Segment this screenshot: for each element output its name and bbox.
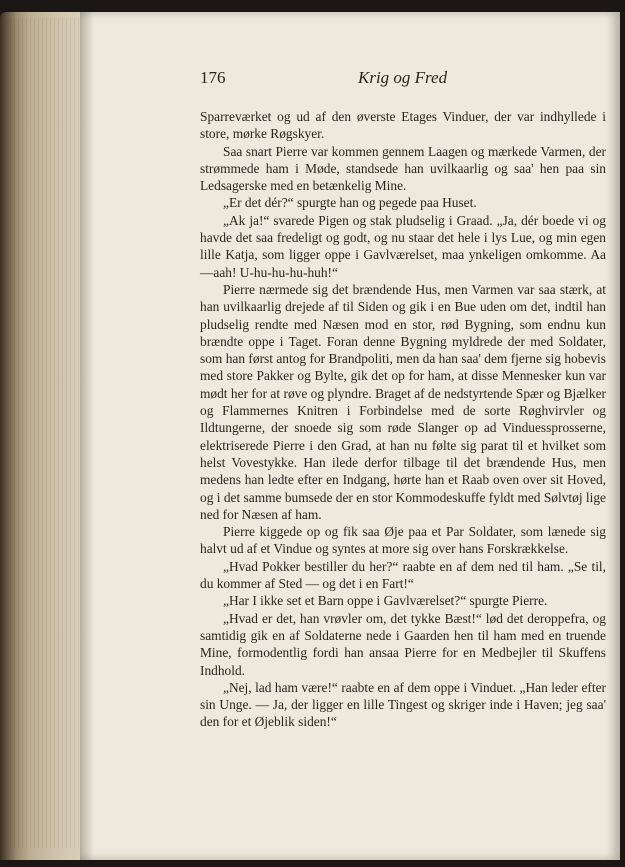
paragraph: Pierre nærmede sig det brændende Hus, men Varmen var saa stærk, at han uvilkaarlig drejede af til Siden og gik i en Bue uden om det, indtil han pludselig rendte med Næsen mod en stor, rød Bygning, som endnu kun brændte oppe i Taget. Foran denne Bygning myldrede der med Soldater, som han først antog for Brandpoliti, men da han saa' dem fjerne sig hobevis med store Pakker og Bylte, gik det op for ham, at disse Mennesker kun var mødt her for at røve og plyndre. Braget af de nedstyrtende Spær og Bjælker og Flammernes Knitren i Forbindelse med de sorte Røghvirvler og Ildtungerne, der snoede sig som røde Slanger op ad Vinduessprosserne, elektriserede Pierre i den Grad, at han nu følte sig parat til et hvilket som helst Vovestykke. Han ilede derfor tilbage til det brændende Hus, men medens han ledte efter en Indgang, hørte han et Raab oven over sit Hoved, og i det samme bumsede der en stor Kommodeskuffe fyldt med Sølvtøj lige ned for Næsen af ham. — [200, 281, 606, 522]
paragraph: Saa snart Pierre var kommen gennem Laagen og mærkede Varmen, der strømmede ham i Møde, standsede han uvilkaarlig og saa' hen paa sin Ledsagerske med en betænkelig Mine. — [200, 143, 606, 194]
paragraph: „Nej, lad ham være!“ raabte en af dem oppe i Vinduet. „Han leder efter sin Unge. — Ja, der ligger en lille Tingest og skriger inde i Haven; jeg saa' den for et Øjeblik siden!“ — [200, 679, 606, 730]
paragraph: „Ak ja!“ svarede Pigen og stak pludselig i Graad. „Ja, dér boede vi og havde det saa fredeligt og godt, og nu staar det hele i lys Lue, og min egen lille Katja, som ligger oppe i Gavlværelset, maa ynkeligen omkomme. Aa—aah! U-hu-hu-hu-huh!“ — [200, 212, 606, 280]
page-stack-lines — [6, 18, 88, 848]
page-gutter-shadow — [80, 12, 94, 860]
page-number: 176 — [200, 68, 226, 87]
paragraph: „Er det dér?“ spurgte han og pegede paa Huset. — [223, 195, 477, 211]
paragraph: „Hvad er det, han vrøvler om, det tykke Bæst!“ lød det deroppefra, og samtidig gik en af Soldaterne nede i Gaarden hen til ham med en truende Mine, formodentlig fordi han ansaa Pierre for en Medbejler til Skuffens Indhold. — [200, 610, 606, 678]
paragraph: „Har I ikke set et Barn oppe i Gavlværelset?“ spurgte Pierre. — [223, 593, 548, 609]
running-title: Krig og Fred — [358, 68, 448, 87]
paragraph: „Hvad Pokker bestiller du her?“ raabte en af dem ned til ham. „Se til, du kommer af Sted — og det i en Fart!“ — [200, 558, 606, 592]
page-header — [200, 68, 606, 90]
body-text — [200, 108, 606, 731]
paragraph: Sparreværket og ud af den øverste Etages Vinduer, der var indhyllede i store, mørke Røgskyer. — [200, 109, 606, 142]
paragraph: Pierre kiggede op og fik saa Øje paa et Par Soldater, som lænede sig halvt ud af et Vindue og syntes at more sig over hans Forskrækkelse. — [200, 524, 606, 557]
